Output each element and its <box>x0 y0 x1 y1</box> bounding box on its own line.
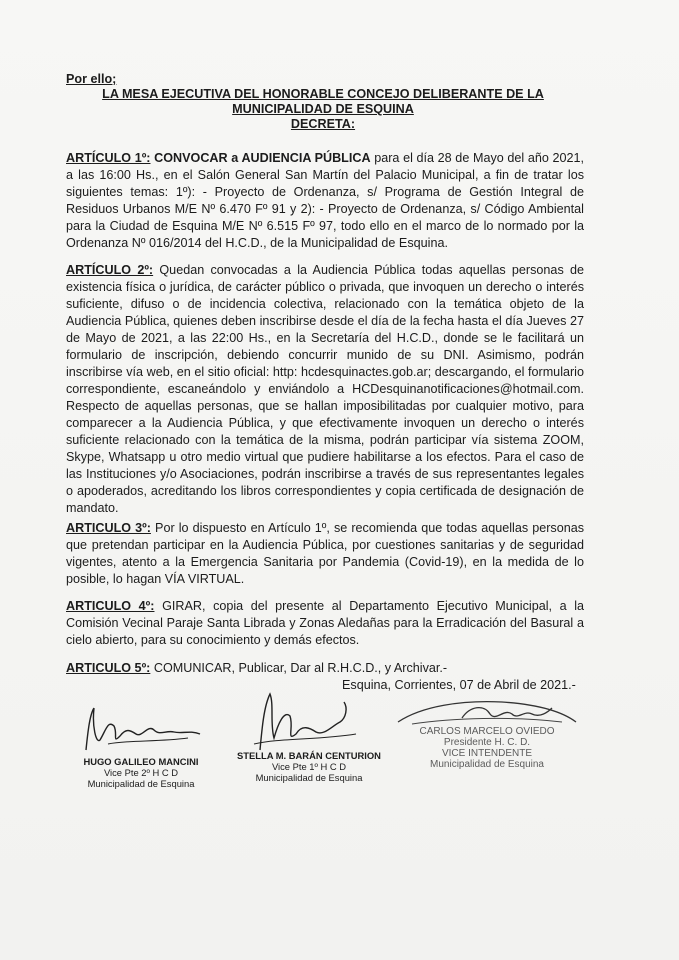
article-3-label: ARTICULO 3º: <box>66 521 151 535</box>
council-title-line2: MUNICIPALIDAD DE ESQUINA <box>232 102 414 116</box>
signer-name: CARLOS MARCELO OVIEDO <box>419 726 555 737</box>
article-4 <box>66 598 584 649</box>
signature-scribble-mancini <box>78 700 208 760</box>
article-3-text: Por lo dispuesto en Artículo 1º, se recomienda que todas aquellas personas que pretendan participar en la Audiencia Pública, por cuestiones sanitarias y de seguridad vigentes, atento a la Emergencia Sanitaria por Pandemia (Covid-19), en la medida de lo posible, lo hagan VÍA VIRTUAL. <box>66 521 585 586</box>
decreta-heading: DECRETA: <box>290 117 356 131</box>
article-1-text: para el día 28 de Mayo del año 2021, a las 16:00 Hs., en el Salón General San Martín del Palacio Municipal, a fin de tratar los siguientes temas: 1º): - Proyecto de Ordenanza, s/ Programa de Gestión Integral de Residuos Urbanos M/E Nº 6.470 Fº 91 y 2): - Proyecto de Ordenanza, s/ Código Ambiental para la Ciudad de Esquina M/E Nº 6.515 Fº 97, todo ello en el marco de lo normado por la Ordenanza Nº 016/2014 del H.C.D., de la Municipalidad de Esquina. <box>66 151 585 250</box>
article-4-text: GIRAR, copia del presente al Departamento Ejecutivo Municipal, a la Comisión Vecinal Paraje Santa Librada y Zonas Aledañas para la Erradicación del Basural a cielo abierto, para su conocimiento y demás efectos. <box>66 599 585 647</box>
article-2 <box>66 262 584 517</box>
article-2-label: ARTÍCULO 2º: <box>66 263 154 277</box>
article-1-lead: CONVOCAR a AUDIENCIA PÚBLICA <box>154 151 371 165</box>
article-5-text: COMUNICAR, Publicar, Dar al R.H.C.D., y Archivar.- <box>153 661 448 675</box>
signer-org: Municipalidad de Esquina <box>430 759 544 770</box>
article-3 <box>66 520 584 588</box>
signature-block-oviedo <box>402 726 572 770</box>
signer-org: Municipalidad de Esquina <box>87 778 195 789</box>
signer-role-secondary: VICE INTENDENTE <box>441 748 532 759</box>
article-2-text: Quedan convocadas a la Audiencia Pública todas aquellas personas de existencia física o jurídica, de carácter público o privada, que invoquen un derecho o interés suficiente, difuso o de incidencia colectiva, relacionado con la temática objeto de la Audiencia Pública, quienes deben inscribirse desde el día de la fecha hasta el día Jueves 27 de Mayo de 2021, a las 22:00 Hs., en la Secretaría del H.C.D., donde se le facilitará un formulario de inscripción, debiendo concurrir munido de su DNI. Asimismo, podrán inscribirse vía web, en el sitio oficial: http: hcdesquinactes.gob.ar; descargando, el formulario correspondiente, escaneándolo y enviándolo a HCDesquinanotificaciones@hotmail.com. Respecto de aquellas personas, que se hallan imposibilitadas por cualquier motivo, para comparecer a la Audiencia Pública, y que efectivamente invoquen un derecho o interés suficiente relacionado con la temática de la misma, podrán participar vía sistema ZOOM, Skype, Whatsapp u otro medio virtual que pudiere habilitarse a los efectos. Para el caso de las Instituciones y/o Asociaciones, podrán inscribirse a través de sus representantes legales o apoderados, acreditando los libros correspondientes y copia certificada de designación de mandato. <box>66 263 585 515</box>
article-5-label: ARTICULO 5º: <box>66 661 151 675</box>
signature-block-mancini <box>66 756 216 789</box>
council-title-line1: LA MESA EJECUTIVA DEL HONORABLE CONCEJO DELIBERANTE DE LA <box>102 87 544 101</box>
article-1-label: ARTÍCULO 1º: <box>66 151 151 165</box>
signer-role: Vice Pte 2º H C D <box>103 767 179 778</box>
signer-role: Presidente H. C. D. <box>443 737 531 748</box>
article-4-label: ARTICULO 4º: <box>66 599 155 613</box>
document-header <box>66 72 586 132</box>
article-1 <box>66 150 584 252</box>
por-ello-heading: Por ello; <box>66 72 117 86</box>
signature-block-baran <box>234 750 384 783</box>
article-5 <box>66 660 584 677</box>
signature-scribble-baran <box>240 688 370 758</box>
signer-name: STELLA M. BARÁN CENTURION <box>237 750 381 761</box>
date-line: Esquina, Corrientes, 07 de Abril de 2021.- <box>342 678 576 692</box>
signer-name: HUGO GALILEO MANCINI <box>83 756 199 767</box>
signer-role: Vice Pte 1º H C D <box>271 761 347 772</box>
signer-org: Municipalidad de Esquina <box>255 772 363 783</box>
